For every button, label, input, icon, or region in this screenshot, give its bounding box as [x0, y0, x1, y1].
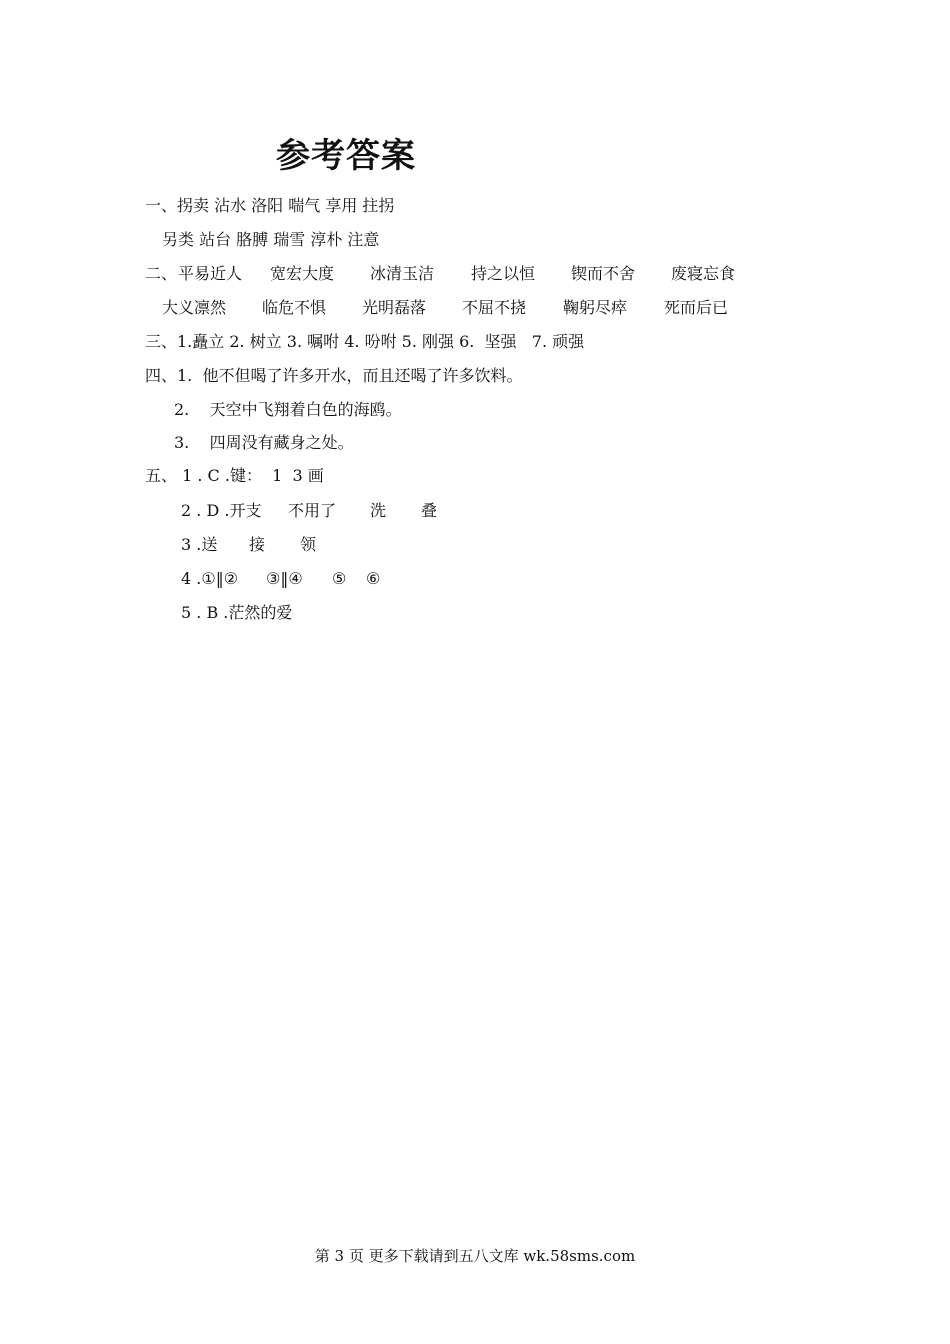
- page-footer: 第 3 页 更多下载请到五八文库 wk.58sms.com: [314, 1247, 636, 1265]
- page-title: 参考答案: [276, 136, 416, 176]
- section-5-row-1: 五、 1 . C .键： 1 3 画: [145, 466, 324, 485]
- section-2-item: 光明磊落: [362, 298, 427, 317]
- section-5-item: ③‖④: [266, 569, 303, 588]
- section-5-item: 4 .①‖②: [181, 569, 239, 588]
- section-5-item: 叠: [421, 501, 438, 520]
- section-5-row-5: 5 . B .茫然的爱: [181, 603, 293, 622]
- section-5-item: 接: [249, 535, 266, 554]
- section-2-item: 不屈不挠: [462, 298, 527, 317]
- section-2-item: 死而后已: [664, 298, 729, 317]
- section-1-row-2: 另类 站台 胳膊 瑞雪 淳朴 注意: [162, 230, 380, 249]
- section-2-item: 持之以恒: [471, 264, 536, 283]
- section-5-item: 2 . D .开支: [181, 501, 262, 520]
- section-5-item: 洗: [370, 501, 387, 520]
- section-2-item: 鞠躬尽瘁: [563, 298, 628, 317]
- section-3-row: 三、1.矗立 2. 树立 3. 嘱咐 4. 吩咐 5. 刚强 6. 坚强 7. 顽强: [145, 332, 585, 351]
- section-2-item: 锲而不舍: [571, 264, 636, 283]
- section-2-item: 大义凛然: [162, 298, 227, 317]
- section-5-item: 不用了: [288, 501, 337, 520]
- section-4-row-2: 2. 天空中飞翔着白色的海鸥。: [174, 400, 402, 419]
- section-2-item: 废寝忘食: [671, 264, 736, 283]
- section-4-row-3: 3. 四周没有藏身之处。: [174, 433, 354, 452]
- section-2-item: 冰清玉洁: [370, 264, 435, 283]
- section-2-label: 二、: [145, 264, 178, 283]
- section-2-item: 宽宏大度: [270, 264, 335, 283]
- section-2-item: 平易近人: [178, 264, 243, 283]
- section-1-row-1: 一、拐卖 沾水 洛阳 喘气 享用 拄拐: [145, 196, 395, 215]
- section-5-item: 3 .送: [181, 535, 218, 554]
- section-5-item: ⑥: [366, 569, 381, 588]
- section-2-item: 临危不惧: [262, 298, 327, 317]
- section-4-row-1: 四、1. 他不但喝了许多开水，而且还喝了许多饮料。: [145, 366, 523, 385]
- section-5-item: 领: [300, 535, 317, 554]
- section-5-item: ⑤: [332, 569, 347, 588]
